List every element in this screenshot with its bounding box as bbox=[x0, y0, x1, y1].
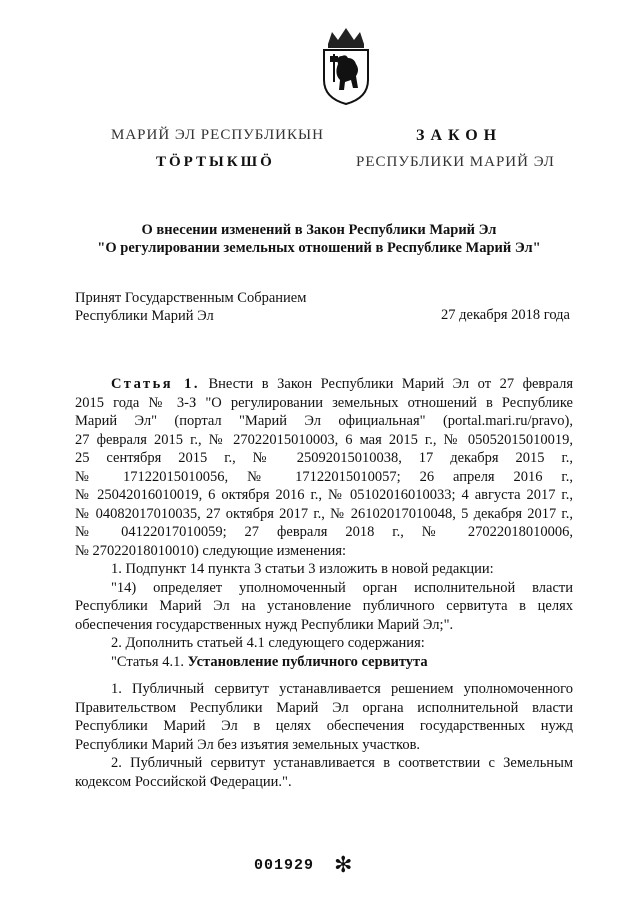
article-1-first-line bbox=[75, 375, 573, 394]
paragraph-1-line: Республики Марий Эл в целях обеспечения государственных нужд bbox=[75, 718, 573, 734]
text-line: № 04122017010059; 27 февраля 2018 г., № 27022018010006, bbox=[75, 524, 573, 540]
paragraph-1-line: Республики Марий Эл без изъятия земельных участков. bbox=[75, 736, 421, 753]
text-line: № 04082017010035, 27 октября 2017 г., № 26102017010048, 5 декабря 2017 г., bbox=[75, 505, 573, 522]
item-1-intro: 1. Подпункт 14 пункта 3 статьи 3 изложить в новой редакции: bbox=[111, 561, 494, 577]
text-line: Внести в Закон Республики Марий Эл от 27 февраля bbox=[208, 376, 573, 392]
document-number: 001929 bbox=[254, 857, 315, 874]
law-title-line2: "О регулировании земельных отношений в Республике Марий Эл" bbox=[97, 240, 541, 256]
text-line: 25 сентября 2015 г., № 25092015010038, 17 декабря 2015 г., bbox=[75, 450, 573, 466]
paragraph-2-line: кодексом Российской Федерации.". bbox=[75, 773, 292, 790]
asterisk-mark-icon: ✻ bbox=[334, 852, 353, 877]
header-left-line1: МАРИЙ ЭЛ РЕСПУБЛИКЫН bbox=[111, 127, 324, 143]
text-line: 27 февраля 2015 г., № 27022015010003, 6 мая 2015 г., № 05052015010019, bbox=[75, 431, 573, 448]
paragraph-2-line: 2. Публичный сервитут устанавливается в соответствии с Земельным bbox=[111, 755, 573, 771]
text-line: № 25042016010019, 6 октября 2016 г., № 05102016010033; 4 августа 2017 г., bbox=[75, 487, 573, 503]
item-1-text-line: "14) определяет уполномоченный орган исполнительной власти bbox=[111, 579, 573, 596]
article-1-label: Статья 1. bbox=[111, 376, 200, 392]
adoption-date: 27 декабря 2018 года bbox=[441, 307, 570, 323]
item-1-text-line: Республики Марий Эл на установление публичного сервитута в целях bbox=[75, 598, 573, 614]
text-line: Марий Эл" (портал "Марий Эл официальная" (portal.mari.ru/pravo), bbox=[75, 413, 573, 429]
adopted-by bbox=[75, 289, 306, 325]
item-2-intro: 2. Дополнить статьей 4.1 следующего содержания: bbox=[111, 635, 425, 651]
article-4-1-title: Установление публичного сервитута bbox=[187, 653, 428, 670]
adopted-line1: Принят Государственным Собранием bbox=[75, 290, 307, 306]
paragraph-1-line: 1. Публичный сервитут устанавливается решением уполномоченного bbox=[111, 681, 573, 697]
article-4-1-prefix: "Статья 4.1. bbox=[111, 653, 184, 670]
header-right-line1: ЗАКОН bbox=[416, 127, 503, 144]
text-line: № 27022018010010) следующие изменения: bbox=[75, 542, 347, 559]
article-4-1-body bbox=[75, 680, 573, 791]
coat-of-arms-emblem bbox=[318, 26, 374, 106]
header-right-line2: РЕСПУБЛИКИ МАРИЙ ЭЛ bbox=[356, 154, 555, 170]
paragraph-1-line: Правительством Республики Марий Эл органа исполнительной власти bbox=[75, 699, 573, 716]
item-1-text-line: обеспечения государственных нужд Республики Марий Эл;". bbox=[75, 616, 454, 633]
law-title-line1: О внесении изменений в Закон Республики Марий Эл bbox=[141, 222, 497, 238]
text-line: 2015 года № 3-З "О регулировании земельных отношений в Республике bbox=[75, 394, 573, 411]
adopted-line2: Республики Марий Эл bbox=[75, 308, 214, 324]
article-4-1-heading bbox=[75, 653, 573, 672]
text-line: № 17122015010056, № 17122015010057; 26 апреля 2016 г., bbox=[75, 468, 573, 485]
article-1-body bbox=[75, 375, 573, 671]
header-left-line2: ТӦРТЫКШӦ bbox=[156, 154, 275, 170]
